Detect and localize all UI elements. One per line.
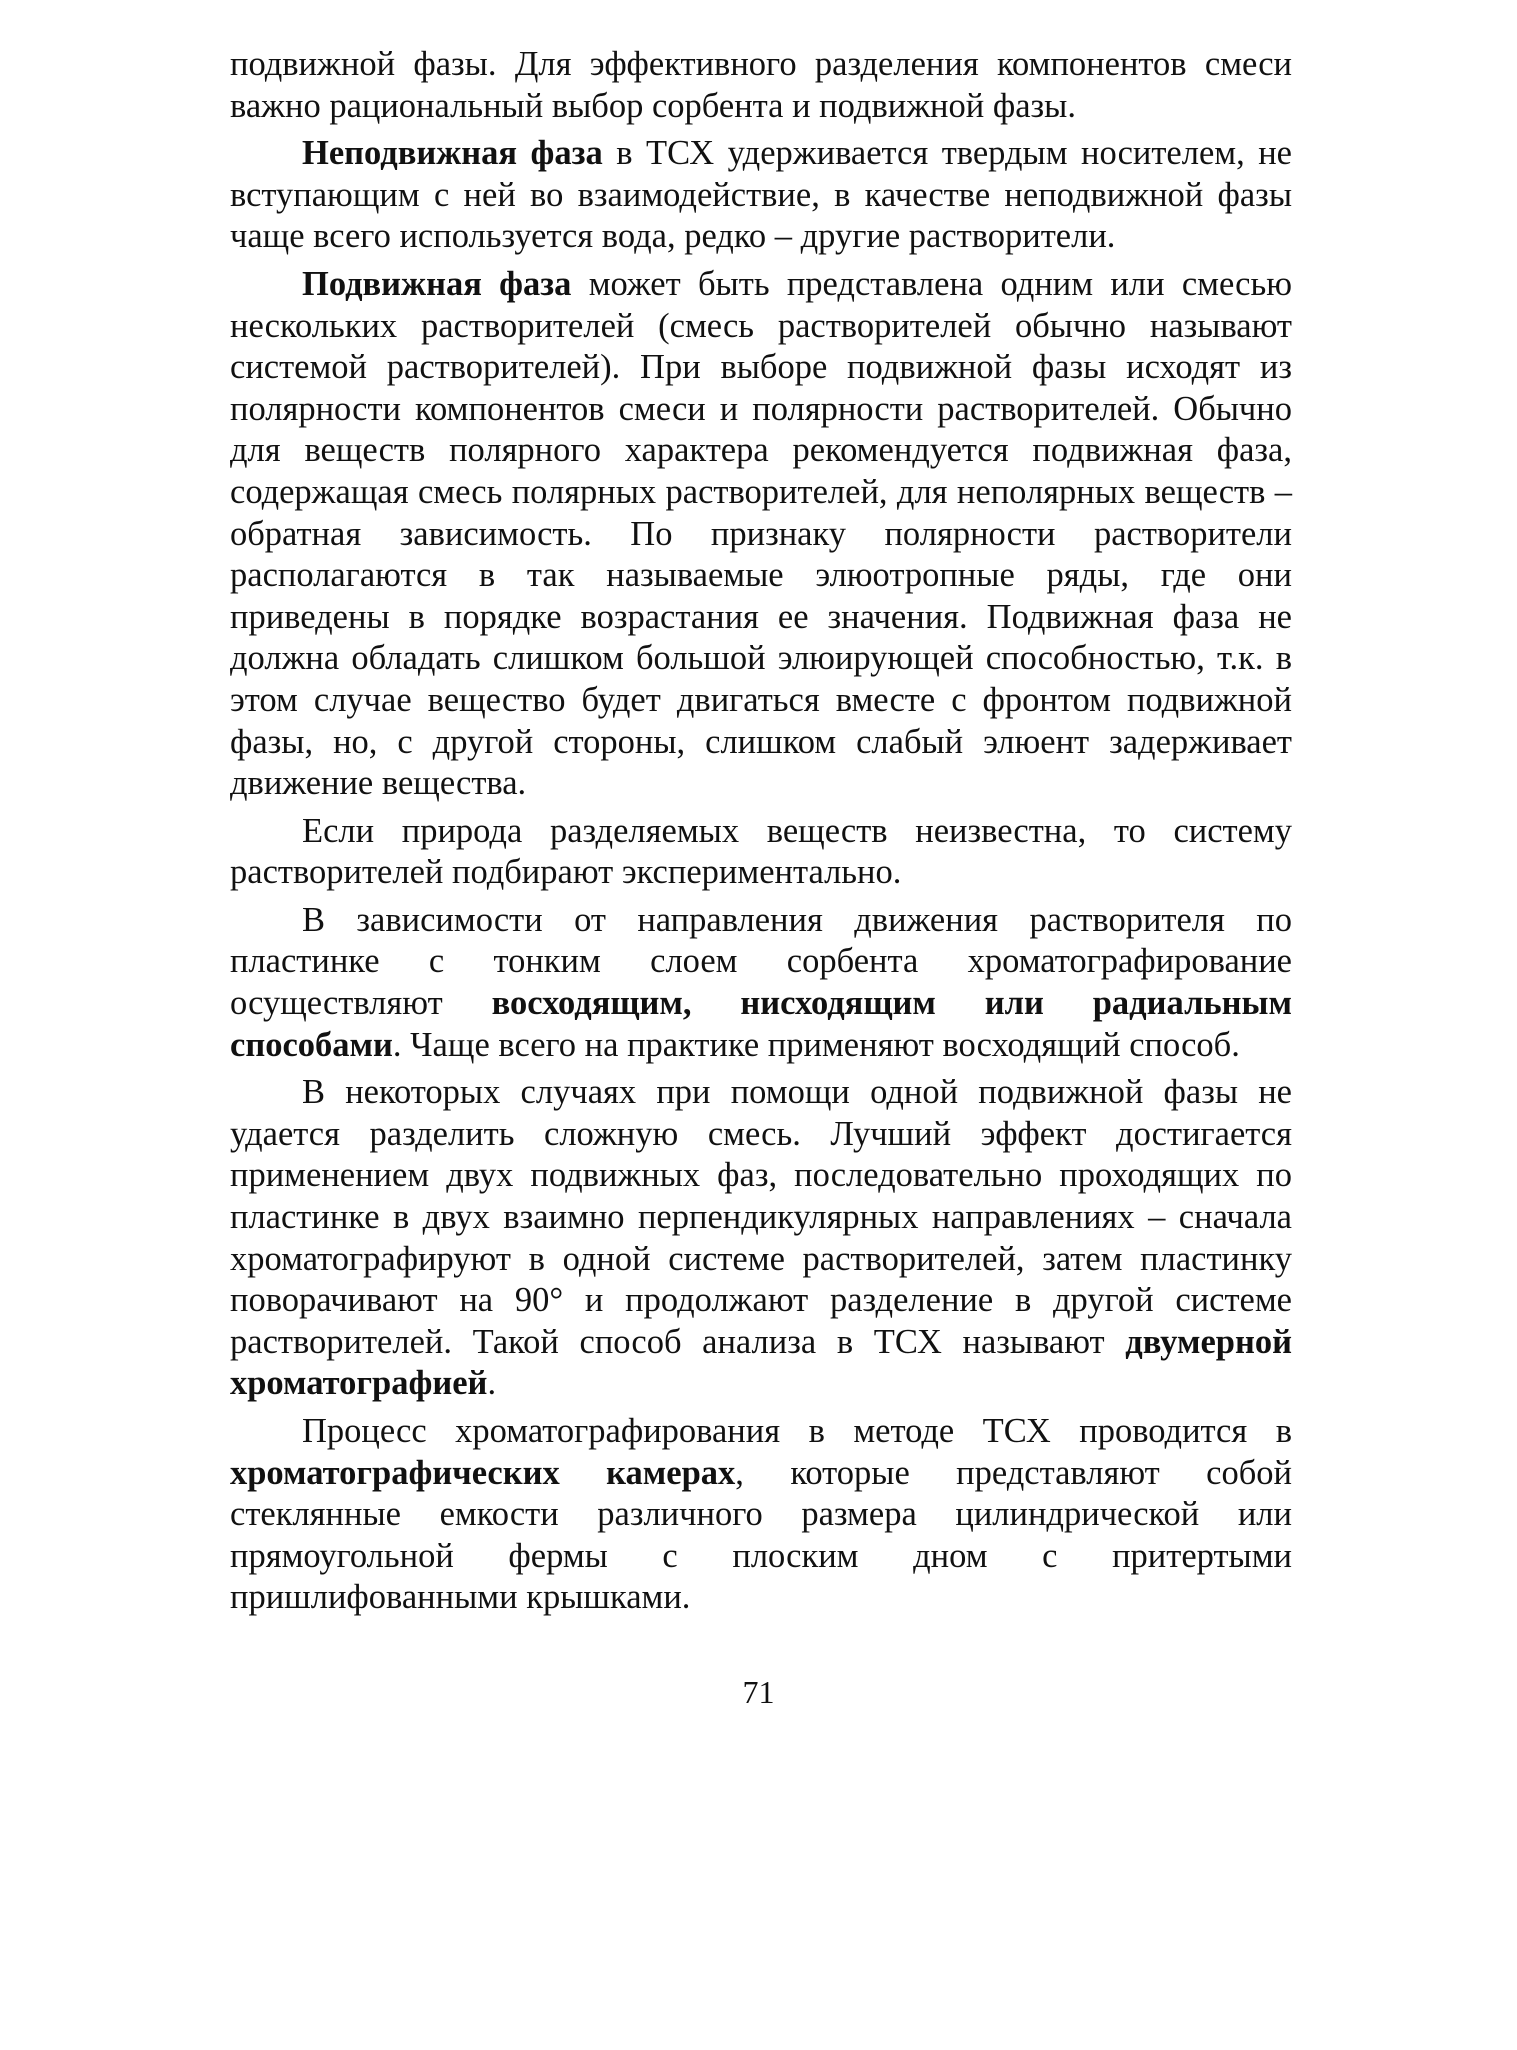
paragraph-chambers bbox=[230, 1411, 1292, 1619]
paragraph-text: может быть представлена одним или смесью нескольких растворителей (смесь растворителей обычно называют системой растворителей). При выборе подвижной фазы исходят из полярности компонентов смеси и полярности растворителей. Обычно для веществ полярного характера рекомендуется подвижная фаза, содержащая смесь полярных растворителей, для неполярных веществ – обратная зависимость. По признаку полярности растворители располагаются в так называемые элюотропные ряды, где они приведены в порядке возрастания ее значения. Подвижная фаза не должна обладать слишком большой элюирующей способностью, т.к. в этом случае вещество будет двигаться вместе с фронтом подвижной фазы, но, с другой стороны, слишком слабый элюент задерживает движение вещества. bbox=[230, 264, 1292, 803]
paragraph-text-before: В некоторых случаях при помощи одной подвижной фазы не удается разделить сложную смесь. Лучший эффект достигается применением двух подвижных фаз, последовательно проходящих по пластинке в двух взаимно перпендикулярных направлениях – сначала хроматографируют в одной системе растворителей, затем пластинку поворачивают на 90° и продолжают разделение в другой системе растворителей. Такой способ анализа в ТСХ называют bbox=[230, 1073, 1292, 1361]
term-development-methods: восходящим, нисходящим или радиальным способами bbox=[230, 984, 1292, 1064]
paragraph-text-after: . Чаще всего на практике применяют восходящий способ. bbox=[392, 1025, 1240, 1064]
term-chromatographic-chambers: хроматографических камерах bbox=[230, 1453, 736, 1492]
paragraph-text-after: . bbox=[487, 1364, 497, 1403]
term-two-dimensional-chromatography: двумерной хроматографией bbox=[230, 1322, 1292, 1403]
body-text bbox=[230, 44, 1292, 1625]
paragraph-text-after: , которые представляют собой стеклянные емкости различного размера цилиндрической или прямоугольной фермы с плоским дном с притертыми пришлифованными крышками. bbox=[230, 1453, 1292, 1617]
term-stationary-phase: Неподвижная фаза bbox=[302, 134, 603, 173]
paragraph-stationary-phase bbox=[230, 133, 1292, 258]
paragraph-text: в ТСХ удерживается твердым носителем, не вступающим с ней во взаимодействие, в качестве неподвижной фазы чаще всего используется вода, редко – другие растворители. bbox=[230, 134, 1292, 256]
paragraph-mobile-phase bbox=[230, 264, 1292, 805]
paragraph-continuation bbox=[230, 44, 1292, 127]
page-number: 71 bbox=[742, 1674, 775, 1710]
paragraph-text-before: В зависимости от направления движения растворителя по пластинке с тонким слоем сорбента хроматографирование осуществляют bbox=[230, 900, 1292, 1023]
paragraph-development-methods bbox=[230, 900, 1292, 1066]
paragraph-text: Если природа разделяемых веществ неизвестна, то систему растворителей подбирают экспериментально. bbox=[230, 811, 1292, 892]
paragraph-text: подвижной фазы. Для эффективного разделения компонентов смеси важно рациональный выбор сорбента и подвижной фазы. bbox=[230, 45, 1292, 125]
paragraph-text-before: Процесс хроматографирования в методе ТСХ проводится в bbox=[302, 1412, 1292, 1450]
paragraph-two-dimensional bbox=[230, 1072, 1292, 1405]
paragraph-unknown-substances bbox=[230, 811, 1292, 894]
term-mobile-phase: Подвижная фаза bbox=[302, 264, 572, 303]
